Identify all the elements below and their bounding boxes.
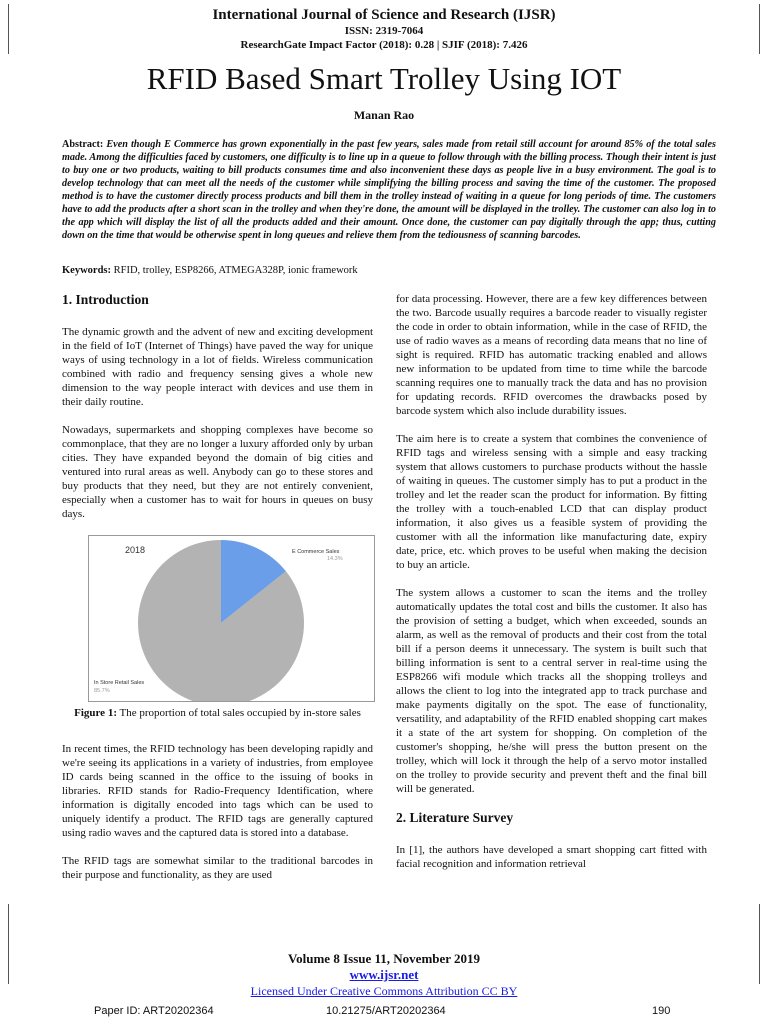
figure-label: Figure 1:: [74, 707, 117, 719]
paragraph: In [1], the authors have developed a smart shopping cart fitted with facial recognition and information retrieval: [396, 844, 707, 870]
issn: ISSN: 2319-7064: [344, 25, 424, 37]
impact-factor: ResearchGate Impact Factor (2018): 0.28 | SJIF (2018): 7.426: [240, 39, 528, 51]
paragraph: The dynamic growth and the advent of new and exciting development in the field of IoT (Internet of Things) have paved the way for unique ways of using technology in a lot of fields. Wireless communication combined with radio and frequency sensing gives a whole new dimension to the way people interact with devices and use them in their daily routine.: [62, 326, 373, 408]
pie-chart: [89, 536, 374, 701]
left-column: [62, 292, 373, 896]
paragraph: for data processing. However, there are a few key differences between the two. Barcode usually requires a barcode reader to visually register the code in order to obtain information, while in the case of RFID, the use of radio waves as a means of recording data means that no line of sight is required. RFID has automatic tracking enabled and allows new information to be updated from time to time while the barcode scanning requires one to manually track the data and has no provision for updating records. RFID overcomes the drawbacks posed by barcode system which also include durability issues.: [396, 293, 707, 417]
slice-value-instore: 85.7%: [94, 688, 110, 694]
journal-website-link[interactable]: www.ijsr.net: [349, 967, 419, 982]
section-heading-literature-survey: 2. Literature Survey: [396, 810, 514, 825]
section-heading-introduction: 1. Introduction: [62, 292, 149, 307]
keywords-label: Keywords:: [62, 265, 111, 276]
slice-value-ecommerce: 14.3%: [327, 556, 343, 562]
keywords-text: RFID, trolley, ESP8266, ATMEGA328P, ionic framework: [113, 265, 358, 276]
paragraph: The aim here is to create a system that combines the convenience of RFID tags and wireless sensing with a simple and easy tracking system that allows customers to purchase products without the hassle of waiting in queues. The customer simply has to put a product in the trolley and let the reader scan the product for information. By fitting the trolley with a touch-enabled LCD that can display product information, it also gives us a feasible system of providing the customer with all the information like manufacturing date, expiry date, price, etc. which proves to be useful when making the decision to buy an article.: [396, 433, 707, 571]
right-column: [396, 292, 707, 885]
abstract-text: Even though E Commerce has grown exponentially in the past few years, sales made from retail still account for around 85% of the total sales made. Among the difficulties faced by customers, one difficulty is to line up in a queue to follow through with the billing process. Though their intent is just to buy one or two products, waiting to bill products consumes time and also inconvenient these days as people live in a busy environment. The goal is to develop technology that can meet all the needs of the customer while simplifying the billing process and saving the time of the customer. The proposed method is to have the customer directly process products and bill them in the trolley instead of waiting in a queue for long periods of time. The customers have to add the products after a short scan in the trolley and when they're done, the amount will be displayed in the trolley. The customer can also log in to the app which will display the list of all the products added and their amount. Once done, the customer can pay digitally through the app; thus, cutting down on the time that would be otherwise spent in long queues and relieve them from the tediousness of scanning barcodes.: [62, 139, 716, 241]
page-footer: [0, 951, 768, 999]
volume-issue: Volume 8 Issue 11, November 2019: [287, 951, 481, 966]
pie-chart-figure: [88, 535, 375, 702]
chart-title: 2018: [125, 545, 146, 555]
figure-caption: [62, 706, 373, 720]
figure-caption-text: The proportion of total sales occupied by in-store sales: [119, 707, 361, 719]
author: Manan Rao: [353, 108, 415, 122]
abstract-label: Abstract:: [62, 139, 104, 150]
paragraph: The system allows a customer to scan the items and the trolley automatically updates the total cost and bills the customer. It also has the provision of setting a budget, which when exceeded, sounds an alarm, as well as the removal of products and their cost from the total bill if a person deems it unnecessary. The system is built such that billing information is sent to a central server in real-time using the ESP8266 wifi module which tracks all the shopping trolleys and allows the client to log into the integrated app to track purchase and make payments digitally on the spot. The ease of functionality, versatility, and adaptability of the RFID enabled shopping cart makes it a state of the art system for shopping. On completion of the customer's shopping, he/she will press the button present on the trolley, which will lock it through the help of a servo motor installed on the trolley to provide security and prevent theft and the final bill will be generated.: [396, 587, 707, 795]
paper-title: RFID Based Smart Trolley Using IOT: [146, 61, 622, 96]
journal-header: [0, 6, 768, 52]
keywords: [62, 265, 716, 276]
slice-label-ecommerce: E Commerce Sales: [292, 549, 340, 555]
page-number: 190: [652, 1005, 671, 1017]
doi: 10.21275/ART20202364: [326, 1005, 446, 1017]
abstract: [62, 138, 716, 242]
journal-name: International Journal of Science and Research (IJSR): [212, 7, 556, 23]
paragraph: In recent times, the RFID technology has been developing rapidly and we're seeing its applications in a variety of industries, from employee ID cards being scanned in the office to the issuing of books in libraries. RFID stands for Radio-Frequency Identification, where information is digitally encoded into tags which can be used to uniquely identify a product. The RFID tags are generally captured using radio waves and the captured data is stored into a database.: [62, 743, 373, 839]
paper-id: Paper ID: ART20202364: [94, 1005, 214, 1017]
license-link[interactable]: Licensed Under Creative Commons Attribution CC BY: [250, 984, 518, 998]
paragraph: The RFID tags are somewhat similar to the traditional barcodes in their purpose and functionality, as they are used: [62, 855, 373, 881]
slice-label-instore: In Store Retail Sales: [94, 680, 145, 686]
paragraph: Nowadays, supermarkets and shopping complexes have become so commonplace, that they are no longer a luxury afforded only by urban cities. They have expanded beyond the domain of big cities and ventured into rural areas as well. Anybody can go to these stores and buy products that they need, but they are not entirely convenient, especially when a customer has to wait for hours in queues on busy days.: [62, 424, 373, 520]
